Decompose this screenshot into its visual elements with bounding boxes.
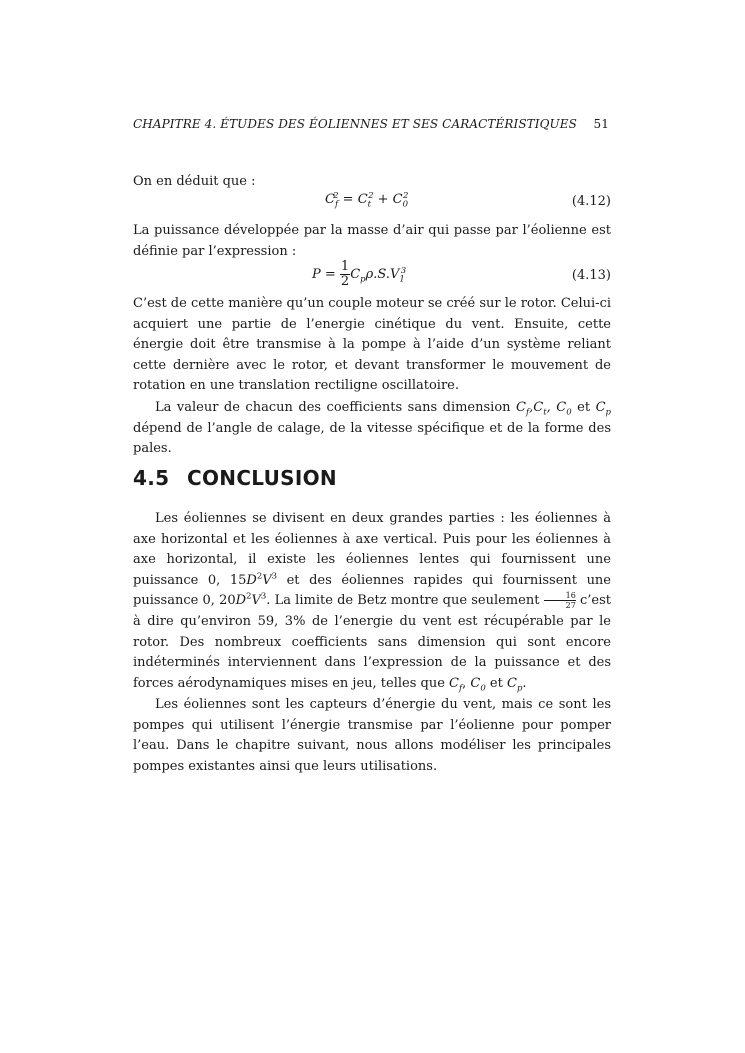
power-intro-text: La puissance développée par la masse d’air qui passe par l’éolienne est définie par l’expression : — [133, 223, 611, 259]
equation-4-12 — [133, 192, 611, 216]
deduce-text: On en déduit que : — [133, 174, 256, 189]
section-number: 4.5 — [133, 466, 170, 490]
running-header — [133, 117, 611, 135]
coefficients-paragraph: La valeur de chacun des coefficients sans dimension $C_f,C_t$, $C_0$ et $C_p$ dépend de l’angle de calage, de la vitesse spécifique et de la forme des pales. — [133, 400, 611, 457]
conclusion-paragraph-2: Les éoliennes sont les capteurs d’énergie du vent, mais ce sont les pompes qui utilisent l’énergie transmise par l’éolienne pour pomper l’eau. Dans le chapitre suivant, nous allons modéliser les principales pompes existantes ainsi que leurs utilisations. — [133, 697, 611, 774]
equation-4-13 — [133, 260, 611, 294]
rotor-paragraph: C’est de cette manière qu’un couple moteur se créé sur le rotor. Celui-ci acquiert une partie de l’energie cinétique du vent. Ensuite, cette énergie doit être transmise à la pompe à l’aide d’un système reliant cette dernière avec le rotor, et devant transformer le mouvement de rotation en une translation rectiligne oscillatoire. — [133, 296, 612, 394]
chapter-title: CHAPITRE 4. ÉTUDES DES ÉOLIENNES ET SES CARACTÉRISTIQUES — [133, 117, 577, 131]
equation-4-13-number: (4.13) — [571, 268, 611, 283]
section-heading — [133, 466, 337, 490]
equation-4-12-number: (4.12) — [571, 194, 611, 209]
section-title: CONCLUSION — [187, 466, 337, 490]
conclusion-paragraph-1: Les éoliennes se divisent en deux grandes parties : les éoliennes à axe horizontal et les éoliennes à axe vertical. Puis pour les éoliennes à axe horizontal, il existe les éoliennes lentes qui fournissent une puissance 0, $15D^2V^3$ et des éoliennes rapides qui fournissent une puissance 0, $20D^2V^3$. La limite de Betz montre que seulement $\frac{16}{27}$ c’est à dire qu’environ 59, 3% de l’energie du vent est récupérable par le rotor. Des nombreux coefficients sans dimension qui sont encore indéterminés interviennent dans l’expression de la puissance et des forces aérodynamiques mises en jeu, telles que $C_f$, $C_0$ et $C_p$. — [133, 511, 612, 694]
equation-4-13-body: P = $\frac{1}{2}$ $C_p\rho.S.V_1^3$ — [312, 259, 407, 289]
page-number: 51 — [593, 117, 609, 131]
equation-4-12-body: $C_f^2 = C_t^2 + C_0^2$ — [325, 190, 409, 210]
